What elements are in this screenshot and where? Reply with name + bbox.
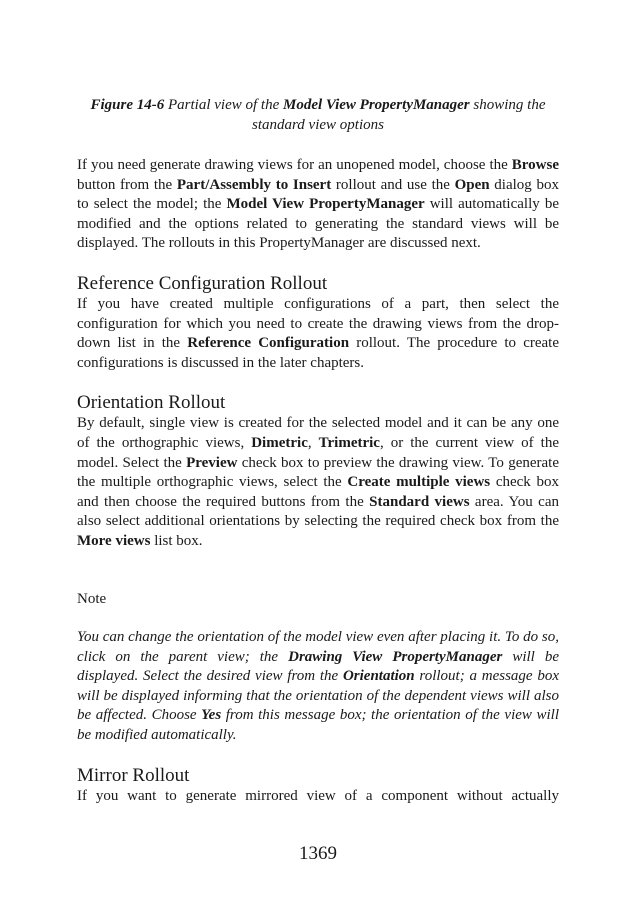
section-heading-reference-configuration: Reference Configuration Rollout [77,272,328,294]
mirror-paragraph: If you want to generate mirrored view of a component without actually [77,787,559,804]
reference-configuration-paragraph: If you have created multiple configurations of a part, then select the configuration for which you need to create the drawing views from the drop-down list in the Reference Configuration rollout. The procedure to create configurations is discussed in the later chapters. [77,295,559,371]
section-heading-mirror: Mirror Rollout [77,764,190,786]
caption-text: Partial view of the [164,97,283,113]
page-content [77,95,559,806]
orientation-paragraph: By default, single view is created for the selected model and it can be any one of the orthographic views, Dimetric, Trimetric, or the current view of the model. Select the Preview check box to preview the drawing view. To generate the multiple orthographic views, select the Create multiple views check box and then choose the required buttons from the Standard views area. You can also select additional orientations by selecting the required check box from the More views list box. [77,415,559,549]
section-heading-orientation: Orientation Rollout [77,392,226,414]
figure-caption [77,95,559,135]
caption-text: showing the standard view options [252,97,546,133]
caption-bold: Model View PropertyManager [282,97,470,113]
page-number: 1369 [299,843,337,864]
note-label: Note [77,590,107,607]
intro-paragraph: If you need generate drawing views for an unopened model, choose the Browse button from the Part/Assembly to Insert rollout and use the Open dialog box to select the model; the Model View PropertyManager will automatically be modified and the options related to generating the standard views will be displayed. The rollouts in this PropertyManager are discussed next. [77,157,559,252]
figure-label: Figure 14-6 [90,97,165,113]
note-paragraph: You can change the orientation of the model view even after placing it. To do so, click on the parent view; the Drawing View PropertyManager will be displayed. Select the desired view from the Orientation rollout; a message box will be displayed informing that the orientation of the dependent views will also be affected. Choose Yes from this message box; the orientation of the view will be modified automatically. [77,629,559,744]
